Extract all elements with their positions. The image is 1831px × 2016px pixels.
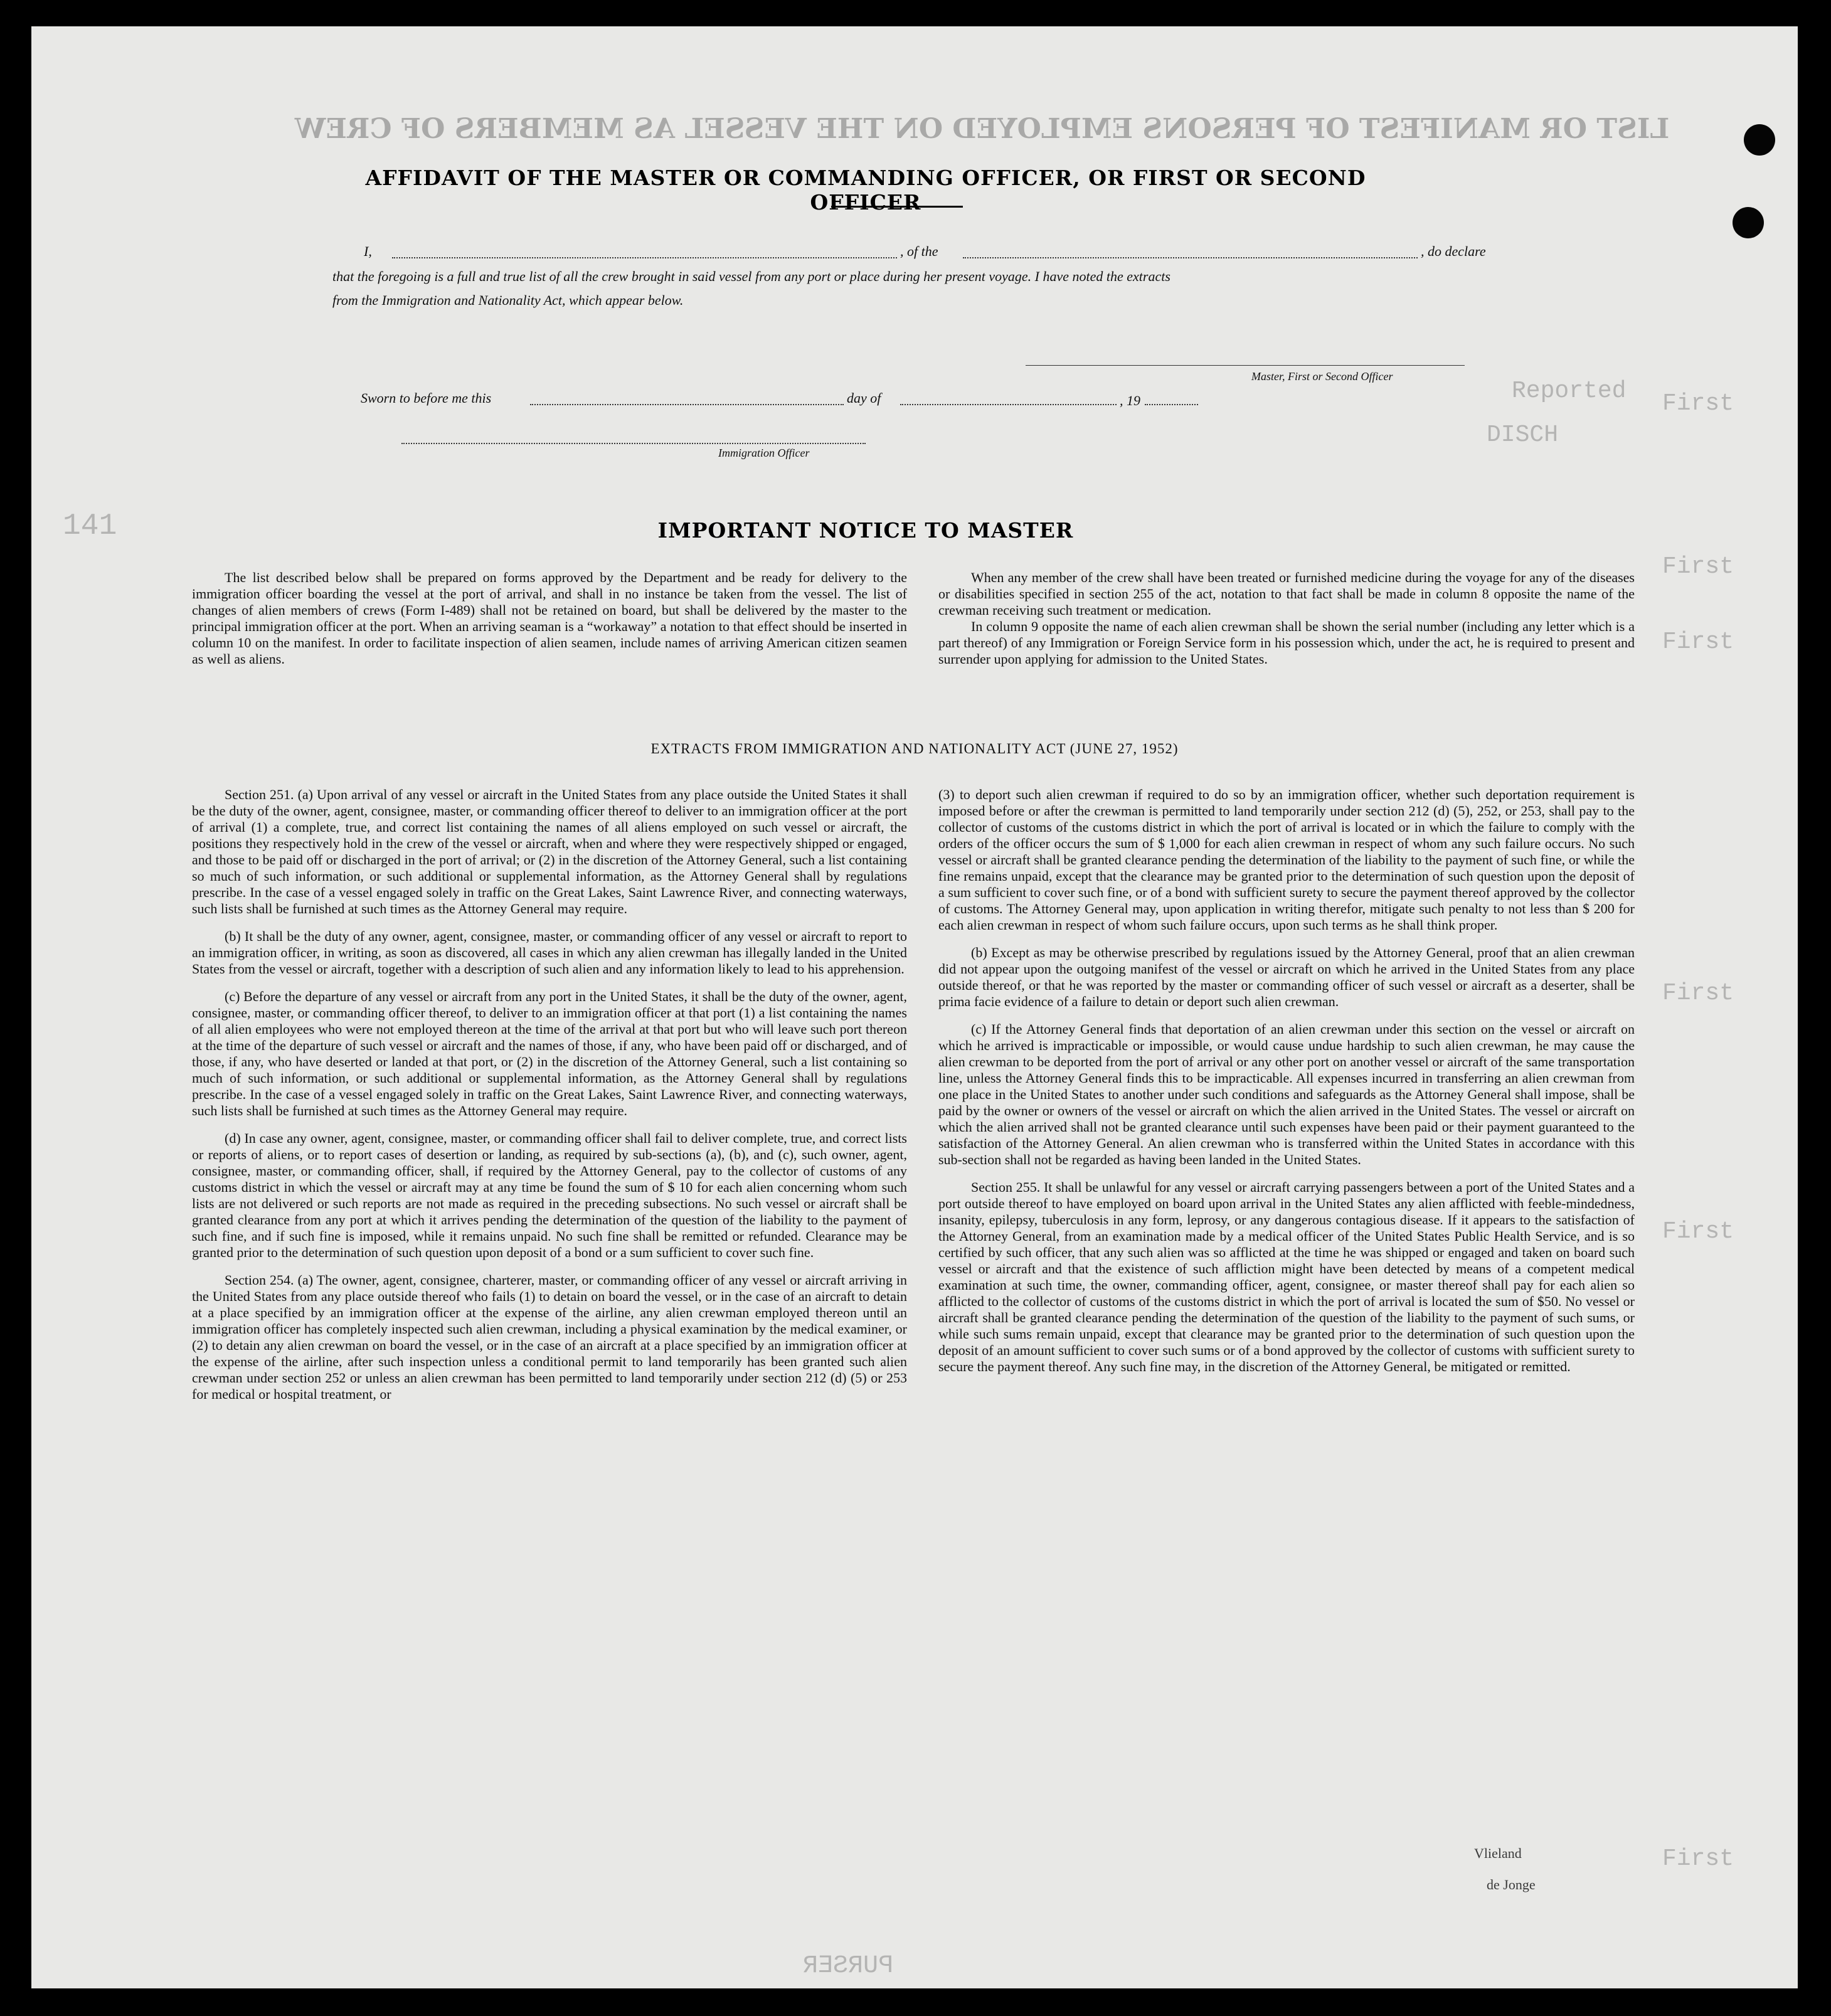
section-254b: (b) Except as may be otherwise prescribed by regulations issued by the Attorney General, proof that an alien crewman did not appear upon the outgoing manifest of the vessel or aircraft on which he arrived in the United States from any place outside thereof, or that he was reported by the master or commanding officer of such vessel or aircraft as a deserter, shall be prima facie evidence of a failure to detain or deport such alien crewman.: [938, 945, 1635, 1009]
section-255: Section 255. It shall be unlawful for any vessel or aircraft carrying passengers between a port of the United States and a port outside thereof to have employed on board upon arrival in the United States any alien afflicted with feeble-mindedness, insanity, epilepsy, tuberculosis in any form, leprosy, or any dangerous contagious disease. If it appears to the satisfaction of the Attorney General, from an examination made by a medical officer of the United States Public Health Service, and is so certified by such officer, that any such alien was so afflicted at the time he was shipped or engaged and taken on board such vessel or aircraft and that the existence of such affliction might have been detected by means of a competent medical examination at such time, the owner, commanding officer, agent, consignee, or master thereof shall pay for each alien so afflicted to the collector of customs of the customs district in which the port of arrival is located the sum of $50. No vessel or aircraft shall be granted clearance pending the determination of the question of the liability to the payment of such sums, or while such sums remain unpaid, except that clearance may be granted prior to the determination of such question upon the deposit of an amount sufficient to cover such sums or of a bond approved by the collector of customs with sufficient surety to secure the payment thereof. Any such fine may, in the discretion of the Attorney General, be mitigated or remitted.: [938, 1179, 1635, 1374]
punch-hole: [1744, 124, 1775, 156]
affidavit-title: AFFIDAVIT OF THE MASTER OR COMMANDING OFFICER, OR FIRST OR SECOND OFFICER: [365, 166, 1366, 215]
master-signature-line[interactable]: [1026, 365, 1465, 366]
section-251d: (d) In case any owner, agent, consignee, master, or commanding officer shall fail to deliver complete, true, and correct lists or reports of aliens, or to report cases of desertion or landing, as required by sub-sections (a), (b), and (c), such owner, agent, consignee, master, or commanding officer, shall, if required by the Attorney General, pay to the collector of customs of any customs district in which the vessel or aircraft may at any time be found the sum of $ 10 for each alien concerning whom such lists are not delivered or such reports are not made as required in the preceding subsections. No such vessel or aircraft shall be granted clearance from any port at which it arrives pending the determination of the question of the liability to the payment of such fine, and if such fine is imposed, while it remains unpaid. No such fine shall be remitted or refunded. Clearance may be granted prior to the determination of such question upon deposit of a bond or a sum sufficient to cover such fine.: [192, 1130, 907, 1260]
notice-right-column: [938, 570, 1635, 667]
ghost-row: Reported: [1512, 378, 1627, 405]
day-of-label: day of: [847, 390, 881, 406]
sworn-date-line[interactable]: [530, 404, 844, 405]
bleed-through-heading: LIST OR MANIFEST OF PERSONS EMPLOYED ON THE VESSEL AS MEMBERS OF CREW: [295, 113, 1670, 145]
declaration-i: I,: [364, 243, 372, 259]
ghost-stamp: PURSER: [803, 1952, 894, 1980]
section-251b: (b) It shall be the duty of any owner, agent, consignee, master, or commanding officer of any vessel or aircraft to report to an immigration officer, in writing, as soon as discovered, all cases in which any alien crewman has illegally landed in the United States from the vessel or aircraft, together with a description of such alien and any information likely to lead to his apprehension.: [192, 928, 907, 977]
declaration-line-3: from the Immigration and Nationality Act, which appear below.: [332, 292, 684, 308]
typed-name: Vlieland: [1474, 1845, 1522, 1861]
vessel-name-line[interactable]: [963, 257, 1418, 258]
year-line[interactable]: [1145, 404, 1198, 405]
officer-signature-line[interactable]: [401, 443, 866, 444]
ghost-mark: 141: [63, 509, 117, 543]
manifest-sheet: [31, 26, 1798, 1988]
title-underline: [831, 206, 963, 208]
ghost-column: First: [1662, 980, 1734, 1007]
ghost-column: First: [1662, 390, 1734, 417]
notice-title: IMPORTANT NOTICE TO MASTER: [657, 518, 1074, 543]
extracts-right-column: [938, 787, 1635, 1375]
ghost-row: DISCH: [1487, 422, 1559, 448]
month-line[interactable]: [900, 404, 1117, 405]
master-signature-caption: Master, First or Second Officer: [1251, 370, 1393, 383]
punch-hole: [1733, 207, 1764, 238]
notice-paragraph: In column 9 opposite the name of each alien crewman shall be shown the serial number (including any letter which is a part thereof) of any Immigration or Foreign Service form in his possession which, under the act, he is required to present and surrender upon applying for admission to the United States.: [938, 618, 1635, 667]
ghost-column: First: [1662, 629, 1734, 655]
extracts-left-column: [192, 787, 907, 1403]
declaration-do-declare: , do declare: [1421, 243, 1486, 259]
notice-paragraph: When any member of the crew shall have been treated or furnished medicine during the voyage for any of the diseases or disabilities specified in section 255 of the act, notation to that fact shall be made in column 8 opposite the name of the crewman receiving such treatment or medication.: [938, 570, 1635, 618]
ghost-column: First: [1662, 1845, 1734, 1872]
notice-left-column: [192, 570, 907, 667]
extracts-heading: EXTRACTS FROM IMMIGRATION AND NATIONALITY ACT (JUNE 27, 1952): [650, 741, 1179, 756]
notice-paragraph: The list described below shall be prepared on forms approved by the Department and be ready for delivery to the immigration officer boarding the vessel at the port of arrival, and shall in no instance be taken from the vessel. The list of changes of alien members of crews (Form I-489) shall not be retained on board, but shall be delivered by the master to the principal immigration officer at the port. When an arriving seaman is a “workaway” a notation to that effect should be inserted in column 10 on the manifest. In order to facilitate inspection of alien seamen, include names of arriving American citizen seamen as well as aliens.: [192, 570, 907, 667]
typed-name: de Jonge: [1487, 1877, 1536, 1892]
ghost-column: First: [1662, 553, 1734, 580]
declarant-name-line[interactable]: [392, 257, 897, 258]
officer-caption: Immigration Officer: [718, 447, 810, 459]
section-254a-cont: (3) to deport such alien crewman if required to do so by an immigration officer, whether such deportation requirement is imposed before or after the crewman is permitted to land temporarily under section 212 (d) (5), 252, or 253, shall pay to the collector of customs of the customs district in which the port of arrival is located or in which the failure to comply with the orders of the officer occurs the sum of $ 1,000 for each alien crewman in respect of whom any such failure occurs. No such vessel or aircraft shall be granted clearance pending the determination of the liability to the payment of such fine, or while the fine remains unpaid, except that the clearance may be granted prior to the determination of such question upon the deposit of a sum sufficient to cover such fine, or of a bond with sufficient surety to secure the payment thereof approved by the collector of customs. The Attorney General may, upon application in writing therefor, mitigate such penalty to not less than $ 200 for each alien crewman in respect of whom such failure occurs, upon such terms as he shall think proper.: [938, 787, 1635, 933]
declaration-line-2: that the foregoing is a full and true list of all the crew brought in said vessel from any port or place during her present voyage. I have noted the extracts: [332, 268, 1170, 284]
section-251c: (c) Before the departure of any vessel or aircraft from any port in the United States, it shall be the duty of the owner, agent, consignee, master, or commanding officer thereof, to deliver to an immigration officer at that port (1) a list containing the names of all alien employees who were not employed thereon at the time of the arrival at that port but who will leave such port thereon at the time of the departure of such vessel or aircraft and the names of those, if any, who have been paid off or discharged, and of those, if any, who have deserted or landed at that port, or (2) in the discretion of the Attorney General, such a list containing so much of such information, or such additional or supplemental information, as the Attorney General shall by regulations prescribe. In the case of a vessel engaged solely in traffic on the Great Lakes, Saint Lawrence River, and connecting waterways, such lists shall be furnished at such times as the Attorney General may require.: [192, 989, 907, 1118]
year-prefix: , 19: [1120, 393, 1140, 408]
section-254a: Section 254. (a) The owner, agent, consignee, charterer, master, or commanding officer of any vessel or aircraft arriving in the United States from any place outside thereof who fails (1) to detain on board the vessel, or in the case of an aircraft to detain at a place specified by an immigration officer at the expense of the airline, any alien crewman employed thereon until an immigration officer has completely inspected such alien crewman, including a physical examination by the medical examiner, or (2) to detain any alien crewman on board the vessel, or in the case of an aircraft at a place specified by an immigration officer at the expense of the airline, after such inspection unless a conditional permit to land temporarily has been granted such alien crewman under section 252 or unless an alien crewman has been permitted to land temporarily under section 212 (d) (5) or 253 for medical or hospital treatment, or: [192, 1272, 907, 1402]
section-251a: Section 251. (a) Upon arrival of any vessel or aircraft in the United States from any place outside the United States it shall be the duty of the owner, agent, consignee, master, or commanding officer thereof to deliver to an immigration officer at the port of arrival (1) a complete, true, and correct list containing the names of all aliens employed on such vessel or aircraft, the positions they respectively hold in the crew of the vessel or aircraft, when and where they were respectively shipped or engaged, and those to be paid off or discharged in the port of arrival; or (2) in the discretion of the Attorney General, such a list containing so much of such information, or such additional or supplemental information, as the Attorney General shall by regulations prescribe. In the case of a vessel engaged solely in traffic on the Great Lakes, Saint Lawrence River, and connecting waterways, such lists shall be furnished at such times as the Attorney General may require.: [192, 787, 907, 916]
declaration-of-the: , of the: [900, 243, 938, 259]
sworn-label: Sworn to before me this: [361, 390, 492, 406]
section-254c: (c) If the Attorney General finds that deportation of an alien crewman under this section on the vessel or aircraft on which he arrived is impracticable or impossible, or would cause undue hardship to such alien crewman, he may cause the alien crewman to be deported from the port of arrival or any other port on another vessel or aircraft of the same transportation line, unless the Attorney General finds this to be impracticable. All expenses incurred in transferring an alien crewman from one place in the United States to another under such conditions and safeguards as the Attorney General shall impose, shall be paid by the owner or owners of the vessel or aircraft on which the alien arrived in the United States. The vessel or aircraft on which the alien arrived shall not be granted clearance until such expenses have been paid or their payment guaranteed to the satisfaction of the Attorney General. An alien crewman who is transferred within the United States in accordance with this sub-section shall not be regarded as having been landed in the United States.: [938, 1021, 1635, 1167]
ghost-column: First: [1662, 1218, 1734, 1245]
